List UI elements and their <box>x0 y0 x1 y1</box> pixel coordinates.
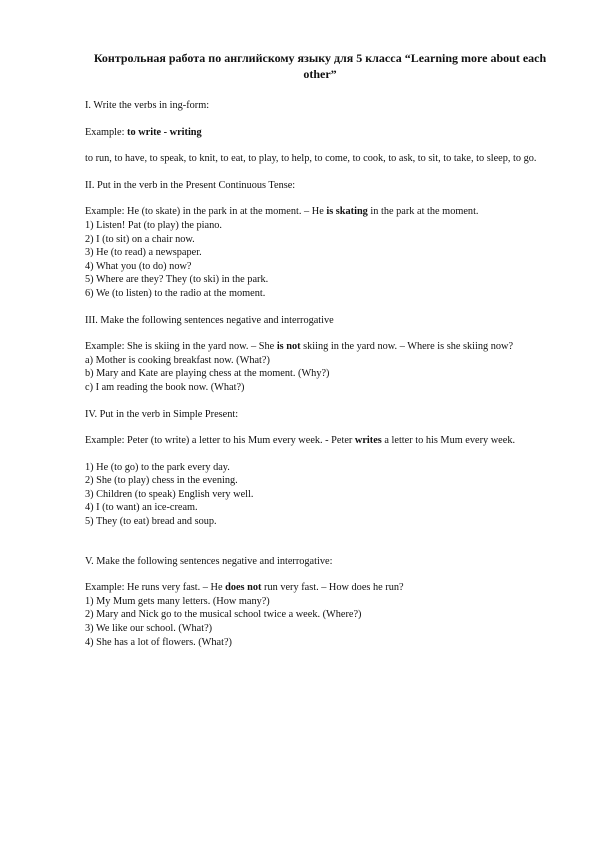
example-text: Example: He (to skate) in the park in at the moment. – He <box>85 206 327 218</box>
section-4-list <box>85 461 555 529</box>
list-item: c) I am reading the book now. (What?) <box>85 381 245 393</box>
list-item: 2) She (to play) chess in the evening. <box>85 475 238 487</box>
section-2-list <box>85 219 555 301</box>
list-item: 2) Mary and Nick go to the musical school twice a week. (Where?) <box>85 609 362 621</box>
section-1 <box>85 99 555 166</box>
example-text: Example: He runs very fast. – He <box>85 582 226 594</box>
example-prefix: Example: <box>85 126 128 138</box>
list-item: 3) Children (to speak) English very well. <box>85 488 254 500</box>
example-answer: is not <box>276 341 301 353</box>
section-2-heading: II. Put in the verb in the Present Continuous Tense: <box>85 179 296 191</box>
section-5-heading: V. Make the following sentences negative and interrogative: <box>85 555 333 567</box>
list-item: 3) He (to read) a newspaper. <box>85 247 202 259</box>
list-item: 4) What you (to do) now? <box>85 260 192 272</box>
section-1-example <box>85 126 555 140</box>
document-page <box>85 50 555 662</box>
section-2-example <box>85 205 555 219</box>
section-5 <box>85 555 555 650</box>
list-item: 5) Where are they? They (to ski) in the park. <box>85 274 269 286</box>
section-1-verbs: to run, to have, to speak, to knit, to eat, to play, to help, to come, to cook, to ask, to sit, to take, to sleep, to go. <box>85 153 537 165</box>
section-3-example <box>85 340 555 354</box>
section-4-example <box>85 434 555 448</box>
list-item: 1) He (to go) to the park every day. <box>85 461 230 473</box>
list-item: 5) They (to eat) bread and soup. <box>85 516 217 528</box>
list-item: 1) Listen! Pat (to play) the piano. <box>85 219 222 231</box>
section-3-heading: III. Make the following sentences negative and interrogative <box>85 314 334 326</box>
example-text: in the park at the moment. <box>367 206 479 218</box>
example-text: Example: Peter (to write) a letter to his Mum every week. - Peter <box>85 435 355 447</box>
section-3-list <box>85 354 555 395</box>
list-item: 2) I (to sit) on a chair now. <box>85 233 195 245</box>
example-text: skiing in the yard now. – Where is she skiing now? <box>300 341 514 353</box>
example-answer: is skating <box>326 206 368 218</box>
example-text: Example: She is skiing in the yard now. – She <box>85 341 277 353</box>
section-5-example <box>85 581 555 595</box>
list-item: 1) My Mum gets many letters. (How many?) <box>85 595 270 607</box>
document-title: Контрольная работа по английскому языку для 5 класса “Learning more about each other” <box>93 51 547 81</box>
section-5-list <box>85 595 555 649</box>
example-text: run very fast. – How does he run? <box>261 582 404 594</box>
list-item: 4) She has a lot of flowers. (What?) <box>85 636 232 648</box>
example-answer: does not <box>225 582 262 594</box>
section-3 <box>85 314 555 395</box>
list-item: b) Mary and Kate are playing chess at the moment. (Why?) <box>85 368 330 380</box>
section-4 <box>85 408 555 529</box>
section-2 <box>85 179 555 301</box>
example-answer: writes <box>354 435 382 447</box>
section-1-heading: I. Write the verbs in ing-form: <box>85 100 210 111</box>
example-answer: to write - writing <box>127 126 202 138</box>
list-item: a) Mother is cooking breakfast now. (What?) <box>85 354 270 366</box>
section-4-heading: IV. Put in the verb in Simple Present: <box>85 408 239 420</box>
example-text: a letter to his Mum every week. <box>381 435 516 447</box>
list-item: 6) We (to listen) to the radio at the moment. <box>85 287 266 299</box>
list-item: 3) We like our school. (What?) <box>85 623 213 635</box>
list-item: 4) I (to want) an ice-cream. <box>85 502 198 514</box>
